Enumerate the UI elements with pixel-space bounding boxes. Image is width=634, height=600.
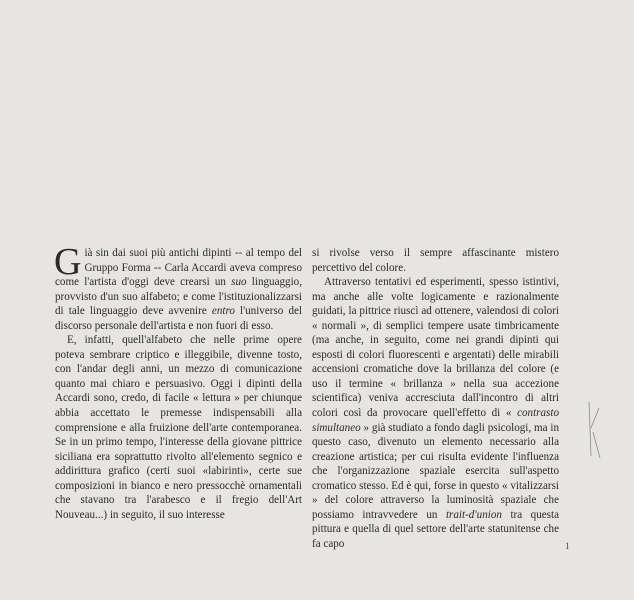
italic-text: suo bbox=[231, 276, 247, 289]
text-run: ià sin dai suoi più antichi dipinti -- al tempo del Gruppo Forma -- Carla Accardi aveva compreso come l'artista d'oggi deve crearsi un bbox=[55, 247, 302, 289]
paragraph-intro bbox=[54, 241, 303, 333]
paragraph bbox=[312, 246, 559, 275]
text-column-right bbox=[312, 246, 559, 551]
text-column-left bbox=[54, 241, 303, 522]
paragraph bbox=[312, 275, 559, 551]
text-run: Attraverso tentativi ed esperimenti, spesso istintivi, ma anche alle volte logicamente e razionalmente guidati, la pittrice riuscì ad ottenere, valendosi di colori « normali », di semplici tempere usate timbricamente (ma anche, in seguito, come nei grandi dipinti qui esposti di colori fluorescenti e argentati) delle mirabili accensioni cromatiche dove la brillanza del colore (e uso il termine « brillanza » nella sua accezione scientifica) veniva accresciuta dall'incontro di altri colori così da provocare quell'effetto di « bbox=[312, 276, 559, 420]
text-run: l'universo del discorso personale dell'artista e non fuori di esso. bbox=[55, 305, 303, 332]
paragraph-runs bbox=[54, 241, 303, 332]
text-run: tra questa pittura e quella di quel settore dell'arte statunitense che fa capo bbox=[312, 508, 559, 550]
drop-cap: G bbox=[54, 241, 82, 283]
paragraph bbox=[55, 333, 302, 522]
text-run: » già studiato a fondo dagli psicologi, ma in questo caso, divenuto un elemento necessario alla creazione artistica; per cui risulta evidente l'influenza che l'organizzazione spaziale esercita sull'aspetto cromatico stesso. Ed è qui, forse in questo « vitalizzarsi » del colore attraverso la luminosità spaziale che possiamo intravvedere un bbox=[312, 421, 559, 521]
text-run: si rivolse verso il sempre affascinante mistero percettivo del colore. bbox=[312, 247, 559, 274]
italic-text: contrasto simultaneo bbox=[312, 407, 559, 434]
text-run: linguaggio, provvisto d'un suo alfabeto; e come l'istituzionalizzarsi di tale linguaggio deve avvenire bbox=[55, 276, 303, 318]
italic-text: trait-d'union bbox=[445, 508, 502, 521]
italic-text: entro bbox=[211, 305, 235, 318]
page-number: 1 bbox=[565, 541, 570, 551]
handwritten-signature-mark bbox=[585, 398, 603, 462]
text-run: E, infatti, quell'alfabeto che nelle prime opere poteva sembrare criptico e illeggibile, divenne tosto, con l'andar degli anni, un mezzo di comunicazione quanto mai chiaro e persuasivo. Oggi i dipinti della Accardi sono, credo, di facile « lettura » per chiunque abbia accettato le premesse indispensabili alla comprensione e alla fruizione dell'arte contemporanea. Se in un primo tempo, l'interesse della giovane pittrice siciliana era soprattutto rivolto all'elemento segnico e addirittura grafico (certi suoi «labirinti», certe sue composizioni in bianco e nero pressocchè ornamentali che stavano tra l'arabesco e il fregio dell'Art Nouveau...) in seguito, il suo interesse bbox=[55, 334, 302, 521]
